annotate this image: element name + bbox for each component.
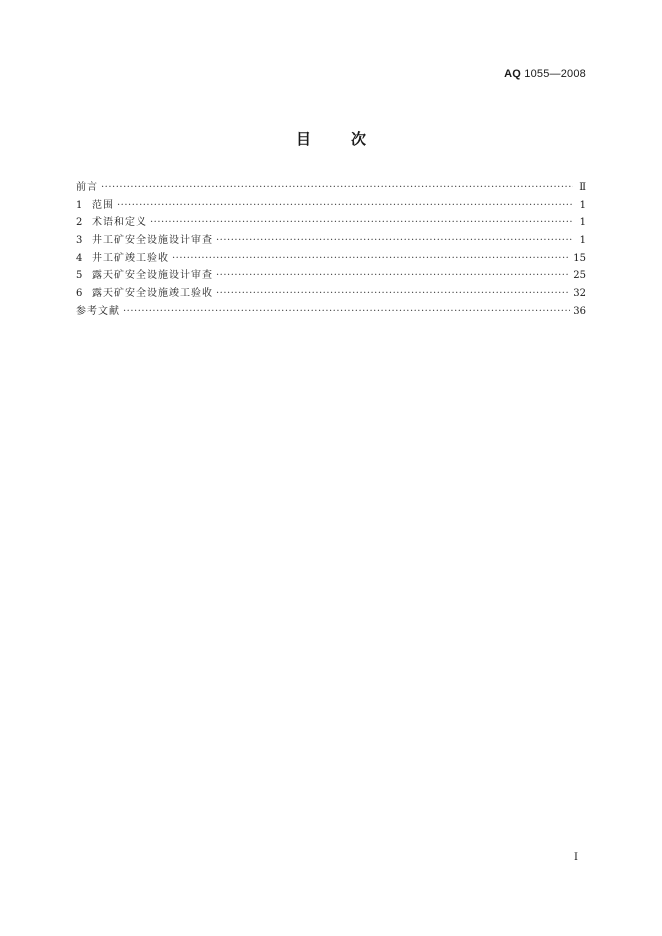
toc-entry-label: 井工矿竣工验收 bbox=[92, 252, 169, 264]
toc-entry-6[interactable] bbox=[76, 285, 586, 303]
toc-entry-2[interactable] bbox=[76, 214, 586, 232]
toc-entry-5[interactable] bbox=[76, 267, 586, 285]
toc-title bbox=[0, 128, 662, 149]
dot-leader bbox=[216, 232, 573, 250]
toc-entry-page: 36 bbox=[573, 305, 586, 317]
toc-entry-label: 井工矿安全设施设计审查 bbox=[92, 235, 213, 247]
toc-entry-page: 25 bbox=[573, 270, 586, 282]
document-code-number: 1055—2008 bbox=[524, 68, 586, 80]
toc-entry-label: 范围 bbox=[92, 199, 114, 211]
toc-entry-1[interactable] bbox=[76, 197, 586, 215]
toc-entry-page: 1 bbox=[579, 199, 586, 211]
toc-entry-page: 32 bbox=[573, 288, 586, 300]
toc-entry-number: 5 bbox=[76, 270, 83, 282]
dot-leader bbox=[101, 179, 573, 197]
dot-leader bbox=[117, 197, 573, 215]
dot-leader bbox=[216, 285, 570, 303]
toc-title-char-2: 次 bbox=[351, 130, 367, 148]
dot-leader bbox=[123, 303, 570, 321]
toc-entry-4[interactable] bbox=[76, 250, 586, 268]
toc-entry-number: 2 bbox=[76, 217, 83, 229]
toc-entry-number: 3 bbox=[76, 235, 83, 247]
dot-leader bbox=[172, 250, 570, 268]
toc-entry-label: 前言 bbox=[76, 182, 98, 193]
toc-entry-page: 15 bbox=[573, 252, 586, 264]
toc-entry-page: 1 bbox=[579, 217, 586, 229]
toc-entry-foreword[interactable] bbox=[76, 179, 586, 197]
dot-leader bbox=[216, 267, 570, 285]
toc-entry-number: 4 bbox=[76, 252, 83, 264]
toc-entry-label: 露天矿安全设施设计审查 bbox=[92, 270, 213, 282]
table-of-contents bbox=[76, 179, 586, 321]
toc-entry-page: 1 bbox=[579, 235, 586, 247]
toc-entry-page: Ⅱ bbox=[579, 182, 586, 193]
toc-title-char-1: 目 bbox=[295, 130, 311, 148]
toc-entry-label: 露天矿安全设施竣工验收 bbox=[92, 288, 213, 300]
toc-entry-label: 术语和定义 bbox=[92, 217, 147, 229]
toc-entry-number: 6 bbox=[76, 288, 83, 300]
toc-entry-number: 1 bbox=[76, 199, 83, 211]
toc-entry-label: 参考文献 bbox=[76, 305, 120, 317]
document-code-prefix: AQ bbox=[504, 68, 521, 80]
toc-entry-3[interactable] bbox=[76, 232, 586, 250]
document-code bbox=[504, 68, 586, 80]
toc-entry-references[interactable] bbox=[76, 303, 586, 321]
page-number: Ⅰ bbox=[574, 852, 578, 863]
dot-leader bbox=[150, 214, 573, 232]
